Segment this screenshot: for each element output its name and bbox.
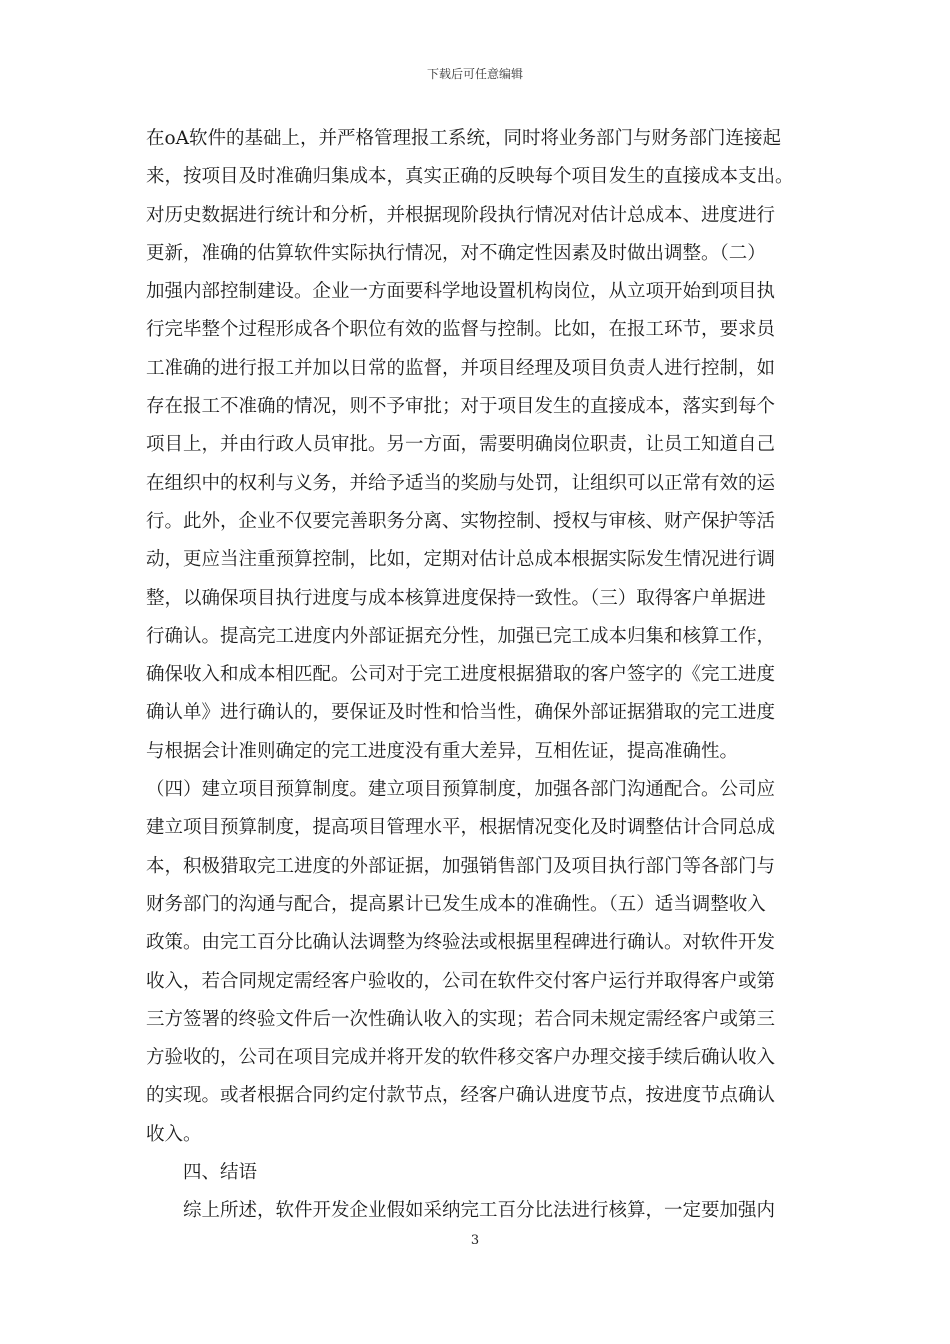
text-line: 对历史数据进行统计和分析，并根据现阶段执行情况对估计总成本、进度进行 xyxy=(146,204,776,226)
text-line: 综上所述，软件开发企业假如采纳完工百分比法进行核算，一定要加强内 xyxy=(183,1200,776,1222)
text-line: 行完毕整个过程形成各个职位有效的监督与控制。比如，在报工环节，要求员 xyxy=(146,319,776,341)
text-line: 在组织中的权利与义务，并给予适当的奖励与处罚，让组织可以正常有效的运 xyxy=(146,472,776,494)
text-line: 确认单》进行确认的，要保证及时性和恰当性，确保外部证据猎取的完工进度 xyxy=(146,702,776,724)
text-line: 政策。由完工百分比确认法调整为终验法或根据里程碑进行确认。对软件开发 xyxy=(146,932,776,954)
section-heading: 四、结语 xyxy=(183,1162,258,1184)
text-line: （四）建立项目预算制度。建立项目预算制度，加强各部门沟通配合。公司应 xyxy=(146,779,776,801)
body-text xyxy=(146,120,806,1231)
page-number: 3 xyxy=(470,1233,480,1248)
text-line: 建立项目预算制度，提高项目管理水平，根据情况变化及时调整估计合同总成 xyxy=(146,817,776,839)
text-line: 项目上，并由行政人员审批。另一方面，需要明确岗位职责，让员工知道自己 xyxy=(146,434,776,456)
text-line: 存在报工不准确的情况，则不予审批；对于项目发生的直接成本，落实到每个 xyxy=(146,396,776,418)
text-line: 工准确的进行报工并加以日常的监督，并项目经理及项目负责人进行控制，如 xyxy=(146,357,776,379)
text-line: 与根据会计准则确定的完工进度没有重大差异，互相佐证，提高准确性。 xyxy=(146,740,739,762)
text-line: 加强内部控制建设。企业一方面要科学地设置机构岗位，从立项开始到项目执 xyxy=(146,281,776,303)
text-line: 行确认。提高完工进度内外部证据充分性，加强已完工成本归集和核算工作， xyxy=(146,625,776,647)
text-line: 本，积极猎取完工进度的外部证据，加强销售部门及项目执行部门等各部门与 xyxy=(146,855,776,877)
text-line: 三方签署的终验文件后一次性确认收入的实现；若合同未规定需经客户或第三 xyxy=(146,1008,776,1030)
text-line: 收入，若合同规定需经客户验收的，公司在软件交付客户运行并取得客户或第 xyxy=(146,970,776,992)
text-line: 来，按项目及时准确归集成本，真实正确的反映每个项目发生的直接成本支出。 xyxy=(146,166,794,188)
page-header: 下载后可任意编辑 xyxy=(426,67,523,81)
text-line: 行。此外，企业不仅要完善职务分离、实物控制、授权与审核、财产保护等活 xyxy=(146,510,776,532)
text-line: 在oA软件的基础上，并严格管理报工系统，同时将业务部门与财务部门连接起 xyxy=(146,128,782,149)
text-line: 财务部门的沟通与配合，提高累计已发生成本的准确性。（五）适当调整收入 xyxy=(146,893,766,915)
text-line: 的实现。或者根据合同约定付款节点，经客户确认进度节点，按进度节点确认 xyxy=(146,1085,776,1107)
text-line: 方验收的，公司在项目完成并将开发的软件移交客户办理交接手续后确认收入 xyxy=(146,1047,776,1069)
text-line: 动，更应当注重预算控制，比如，定期对估计总成本根据实际发生情况进行调 xyxy=(146,549,776,571)
text-line: 整，以确保项目执行进度与成本核算进度保持一致性。（三）取得客户单据进 xyxy=(146,587,766,609)
text-line: 更新，准确的估算软件实际执行情况，对不确定性因素及时做出调整。（二） xyxy=(146,242,766,264)
text-line: 收入。 xyxy=(146,1123,202,1145)
text-line: 确保收入和成本相匹配。公司对于完工进度根据猎取的客户签字的《完工进度 xyxy=(146,664,776,686)
